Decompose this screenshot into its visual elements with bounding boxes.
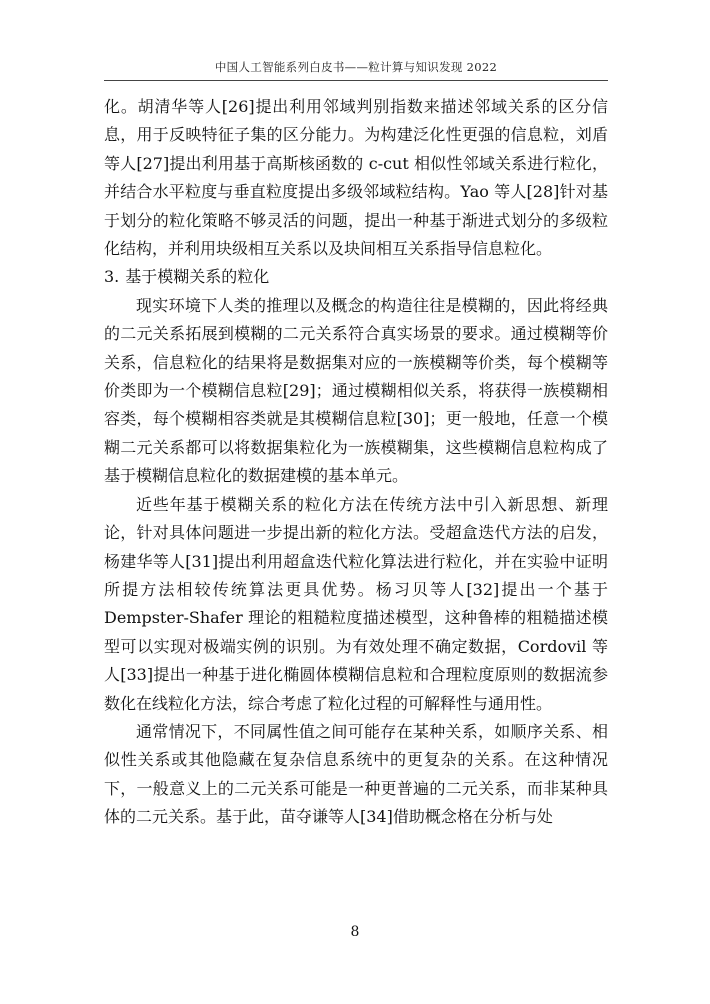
body-text: [104, 93, 608, 832]
page-number: 8: [350, 924, 360, 940]
running-header: 中国人工智能系列白皮书——粒计算与知识发现 2022: [214, 60, 498, 74]
paragraph: 近些年基于模糊关系的粒化方法在传统方法中引入新思想、新理论，针对具体问题进一步提出新的粒化方法。受超盒迭代方法的启发，杨建华等人[31]提出利用超盒迭代粒化算法进行粒化，并在实验中证明所提方法相较传统算法更具优势。杨习贝等人[32]提出一个基于 Dempster-Shafer 理论的粗糙粒度描述模型，这种鲁棒的粗糙描述模型可以实现对极端实例的识别。为有效处理不确定数据，Cordovil 等人[33]提出一种基于进化椭圆体模糊信息粒和合理粒度原则的数据流参数化在线粒化方法，综合考虑了粒化过程的可解释性与通用性。: [104, 494, 608, 713]
section-title: 基于模糊关系的粒化: [125, 267, 270, 287]
paragraph: 通常情况下，不同属性值之间可能存在某种关系，如顺序关系、相似性关系或其他隐藏在复杂信息系统中的更复杂的关系。在这种情况下，一般意义上的二元关系可能是一种更普遍的二元关系，而非某种具体的二元关系。基于此，苗夺谦等人[34]借助概念格在分析与处: [104, 721, 608, 827]
header-rule: [104, 80, 608, 81]
section-number: 3.: [104, 267, 120, 287]
section-heading: [104, 263, 608, 291]
paragraph-continued: 化。胡清华等人[26]提出利用邻域判别指数来描述邻域关系的区分信息，用于反映特征子集的区分能力。为构建泛化性更强的信息粒，刘盾等人[27]提出利用基于高斯核函数的 c-cut 相似性邻域关系进行粒化，并结合水平粒度与垂直粒度提出多级邻域粒结构。Yao 等人[28]针对基于划分的粒化策略不够灵活的问题，提出一种基于渐进式划分的多级粒化结构，并利用块级相互关系以及块间相互关系指导信息粒化。: [104, 97, 608, 259]
paragraph: 现实环境下人类的推理以及概念的构造往往是模糊的，因此将经典的二元关系拓展到模糊的二元关系符合真实场景的要求。通过模糊等价关系，信息粒化的结果将是数据集对应的一族模糊等价类，每个模糊等价类即为一个模糊信息粒[29]；通过模糊相似关系，将获得一族模糊相容类，每个模糊相容类就是其模糊信息粒[30]；更一般地，任意一个模糊二元关系都可以将数据集粒化为一族模糊集，这些模糊信息粒构成了基于模糊信息粒化的数据建模的基本单元。: [104, 295, 608, 486]
